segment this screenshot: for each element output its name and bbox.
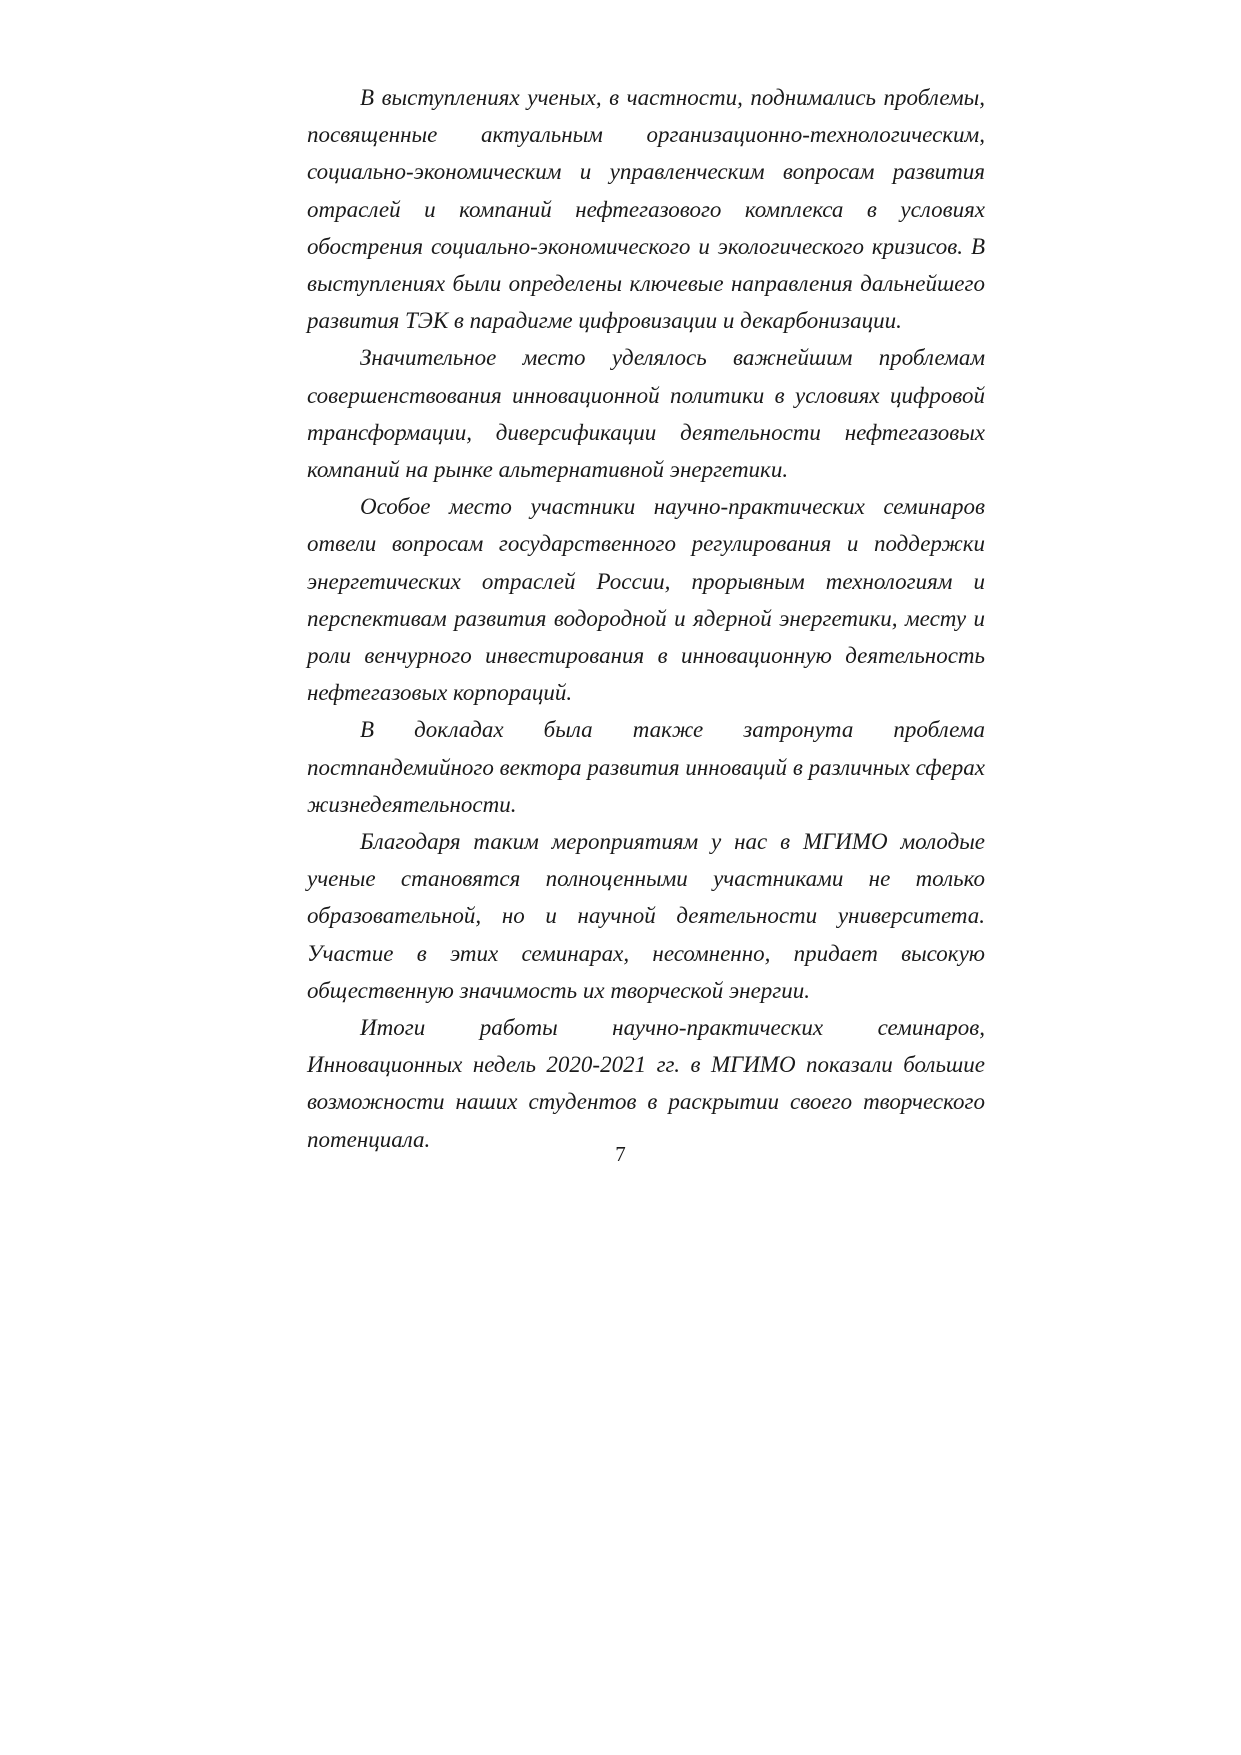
paragraph-2: Значительное место уделялось важнейшим проблемам совершенствования инновационной политики в условиях цифровой трансформации, диверсификации деятельности нефтегазовых компаний на рынке альтернативной энергетики. bbox=[307, 345, 985, 483]
page-number: 7 bbox=[615, 1142, 626, 1166]
paragraph-5: Благодаря таким мероприятиям у нас в МГИМО молодые ученые становятся полноценными участниками не только образовательной, но и научной деятельности университета. Участие в этих семинарах, несомненно, придает высокую общественную значимость их творческой энергии. bbox=[307, 829, 985, 1003]
paragraph-3: Особое место участники научно-практических семинаров отвели вопросам государственного регулирования и поддержки энергетических отраслей России, прорывным технологиям и перспективам развития водородной и ядерной энергетики, месту и роли венчурного инвестирования в инновационную деятельность нефтегазовых корпораций. bbox=[307, 494, 985, 706]
paragraph-1: В выступлениях ученых, в частности, поднимались проблемы, посвященные актуальным организационно-технологическим, социально-экономическим и управленческим вопросам развития отраслей и компаний нефтегазового комплекса в условиях обострения социально-экономического и экологического кризисов. В выступлениях были определены ключевые направления дальнейшего развития ТЭК в парадигме цифровизации и декарбонизации. bbox=[307, 85, 985, 334]
paragraph-6: Итоги работы научно-практических семинаров, Инновационных недель 2020-2021 гг. в МГИМО показали большие возможности наших студентов в раскрытии своего творческого потенциала. bbox=[307, 1015, 985, 1152]
body-text bbox=[307, 79, 985, 1158]
paragraph-4: В докладах была также затронута проблема постпандемийного вектора развития инноваций в различных сферах жизнедеятельности. bbox=[307, 717, 985, 817]
